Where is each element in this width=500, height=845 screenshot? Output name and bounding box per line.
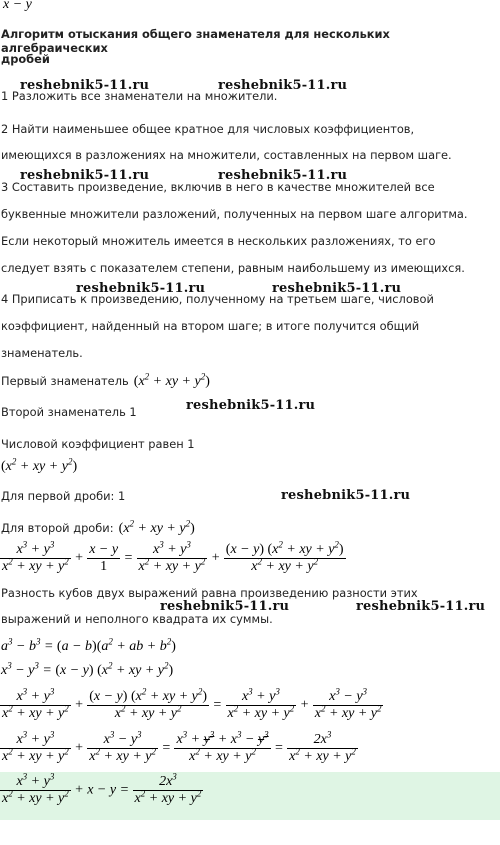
watermark: reshebnik5-11.ru bbox=[20, 168, 150, 183]
second-denominator: Второй знаменатель 1 bbox=[1, 405, 137, 419]
watermark: reshebnik5-11.ru bbox=[356, 599, 486, 614]
common-denominator-expr: ($x^2$ + xy + $y^2$) bbox=[1, 456, 78, 474]
cubes-rule-line-1: Разность кубов двух выражений равна произведению разности этих bbox=[1, 586, 418, 600]
watermark: reshebnik5-11.ru bbox=[272, 281, 402, 296]
final-answer: $\frac{x^3 + y^3}{x^2 + xy + y^2}$ + x − y = $\frac{2x^3}{x^2 + xy + y^2}$ bbox=[2, 771, 202, 806]
first-fraction-multiplier: Для первой дроби: 1 bbox=[1, 489, 126, 503]
watermark: reshebnik5-11.ru bbox=[218, 168, 348, 183]
watermark: reshebnik5-11.ru bbox=[218, 78, 348, 93]
first-denominator-label: Первый знаменатель bbox=[1, 374, 129, 388]
equation-2: $\frac{x^3 + y^3}{x^2 + xy + y^2}$ + $\frac{(x - y) (x^2 + xy + y^2)}{x^2 + xy + y^2}$ = $\frac{x^3 + y^3}{x^2 + xy + y^2}$ + $\frac{x^3 - y^3}{x^2 + xy + y^2}$ bbox=[2, 686, 382, 721]
step-3-line-4: следует взять с показателем степени, равным наибольшему из имеющихся. bbox=[1, 261, 465, 275]
watermark: reshebnik5-11.ru bbox=[20, 78, 150, 93]
first-denominator-expr: ($x^2$ + xy + $y^2$) bbox=[133, 371, 210, 389]
second-fraction-label: Для второй дроби: bbox=[1, 521, 114, 535]
step-3-line-1: 3 Составить произведение, включив в него в качестве множителей все bbox=[1, 180, 435, 194]
header-expression: x − y bbox=[3, 0, 32, 12]
step-4-line-2: коэффициент, найденный на втором шаге; в итоге получится общий bbox=[1, 319, 420, 333]
second-fraction-multiplier: ($x^2$ + xy + $y^2$) bbox=[118, 518, 195, 536]
cubes-applied: $x^3 - y^3 = (x - y) (x^2$ + xy + $y^2$) bbox=[1, 660, 174, 678]
watermark: reshebnik5-11.ru bbox=[76, 281, 206, 296]
step-4-line-3: знаменатель. bbox=[1, 346, 83, 360]
title-line-2: дробей bbox=[1, 52, 50, 66]
cubes-rule-line-2: выражений и неполного квадрата их суммы. bbox=[1, 612, 273, 626]
step-3-line-2: буквенные множители разложений, полученных на первом шаге алгоритма. bbox=[1, 207, 468, 221]
equation-3: $\frac{x^3 + y^3}{x^2 + xy + y^2}$ + $\frac{x^3 - y^3}{x^2 + xy + y^2}$ = $\frac{x^3 + y^3 + x^3 - y^3}{x^2 + xy + y^2}$ = $\frac{2x^3}{x^2 + xy + y^2}$ bbox=[2, 729, 356, 764]
cubes-formula: $a^3 - b^3 = (a - b)(a^2$ + ab + $b^2$) bbox=[1, 636, 176, 654]
step-2-line-2: имеющихся в разложениях на множители, составленных на первом шаге. bbox=[1, 148, 452, 162]
coefficient-line: Числовой коэффициент равен 1 bbox=[1, 437, 195, 451]
step-2-line-1: 2 Найти наименьшее общее кратное для числовых коэффициентов, bbox=[1, 122, 415, 136]
step-1: 1 Разложить все знаменатели на множители. bbox=[1, 89, 278, 103]
first-denominator-line bbox=[1, 370, 210, 390]
watermark: reshebnik5-11.ru bbox=[186, 398, 316, 413]
watermark: reshebnik5-11.ru bbox=[281, 488, 411, 503]
step-4-line-1: 4 Приписать к произведению, полученному на третьем шаге, числовой bbox=[1, 292, 434, 306]
watermark: reshebnik5-11.ru bbox=[160, 599, 290, 614]
equation-1: $\frac{x^3 + y^3}{x^2 + xy + y^2}$ + $\frac{x - y}{1}$ = $\frac{x^3 + y^3}{x^2 + xy + y^2}$ + $\frac{(x - y) (x^2 + xy + y^2)}{x^2 + xy + y^2}$ bbox=[2, 539, 344, 574]
title-line-1: Алгоритм отыскания общего знаменателя для нескольких алгебраических bbox=[1, 27, 390, 55]
step-3-line-3: Если некоторый множитель имеется в нескольких разложениях, то его bbox=[1, 234, 436, 248]
second-fraction-line bbox=[1, 517, 195, 537]
